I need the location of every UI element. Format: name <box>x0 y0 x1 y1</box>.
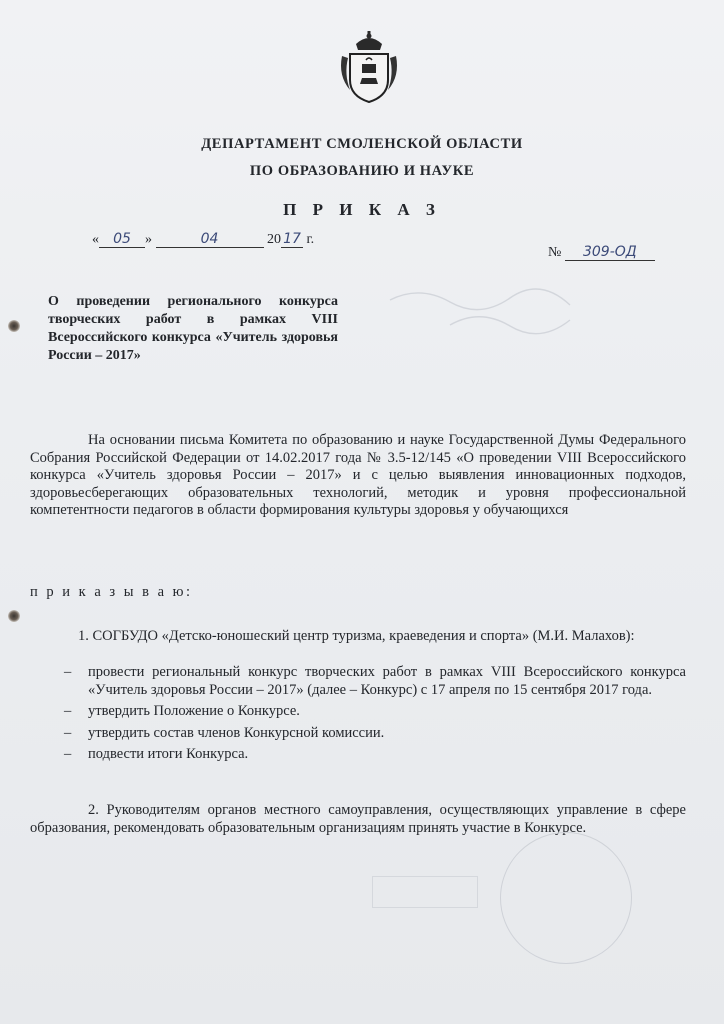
bullet-dash: – <box>64 724 72 741</box>
list-item <box>64 725 686 743</box>
punch-hole-mark <box>8 320 20 332</box>
date-open-quote: « <box>92 232 99 247</box>
bullet-dash: – <box>64 746 72 762</box>
order-number <box>548 244 655 261</box>
bullet-text: утвердить состав членов Конкурсной комиссии. <box>88 724 385 741</box>
date-close-quote: » <box>145 232 152 247</box>
number-sign: № <box>548 245 562 260</box>
order-date <box>92 231 314 248</box>
department-name-line2: ПО ОБРАЗОВАНИЮ И НАУКЕ <box>249 163 475 179</box>
faint-rectangular-stamp <box>372 876 478 908</box>
order-item-2: 2. Руководителям органов местного самоуправления, осуществляющих управление в сфере образования, рекомендовать образовательным организациям принять участие в Конкурсе. <box>30 802 686 836</box>
bullet-dash: – <box>64 664 72 680</box>
document-type-title: П Р И К А З <box>283 200 441 219</box>
faint-signature-scribble <box>380 280 600 340</box>
list-item <box>64 664 686 699</box>
bullet-dash: – <box>64 703 72 719</box>
order-subject: О проведении регионального конкурса творческих работ в рамках VIII Всероссийского конкурса «Учитель здоровья России – 2017» <box>48 294 338 363</box>
date-year-prefix: 20 <box>267 232 281 247</box>
bullet-text: подвести итоги Конкурса. <box>88 746 249 762</box>
list-item <box>64 703 686 721</box>
coat-of-arms-emblem <box>336 30 402 106</box>
punch-hole-mark <box>8 610 20 622</box>
date-year-tail: г. <box>303 232 315 247</box>
date-year-suffix: 17 <box>281 231 303 248</box>
number-value: 309-ОД <box>565 244 655 261</box>
department-name-line1: ДЕПАРТАМЕНТ СМОЛЕНСКОЙ ОБЛАСТИ <box>201 136 523 152</box>
list-item <box>64 746 686 764</box>
order-word: п р и к а з ы в а ю: <box>30 584 193 600</box>
date-day: 05 <box>99 231 145 248</box>
date-month: 04 <box>156 231 264 248</box>
bullet-text: утвердить Положение о Конкурсе. <box>88 703 300 719</box>
bullet-text: провести региональный конкурс творческих работ в рамках VIII Всероссийского конкурса «Учитель здоровья России – 2017» (далее – Конкурс) с 17 апреля по 15 сентября 2017 года. <box>88 664 686 698</box>
order-item-1: 1. СОГБУДО «Детско-юношеский центр туризма, краеведения и спорта» (М.И. Малахов): <box>78 628 635 644</box>
faint-round-seal <box>500 832 632 964</box>
item-1-bullet-list <box>64 664 686 768</box>
preamble-paragraph: На основании письма Комитета по образованию и науке Государственной Думы Федерального Собрания Российской Федерации от 14.02.2017 года № 3.5-12/145 «О проведении VIII Всероссийского конкурса «Учитель здоровья России – 2017» и с целью выявления инновационных подходов, здоровьесберегающих образовательных технологий, методик и уровня профессиональной компетентности педагогов в области формирования культуры здоровья у обучающихся <box>30 432 686 518</box>
